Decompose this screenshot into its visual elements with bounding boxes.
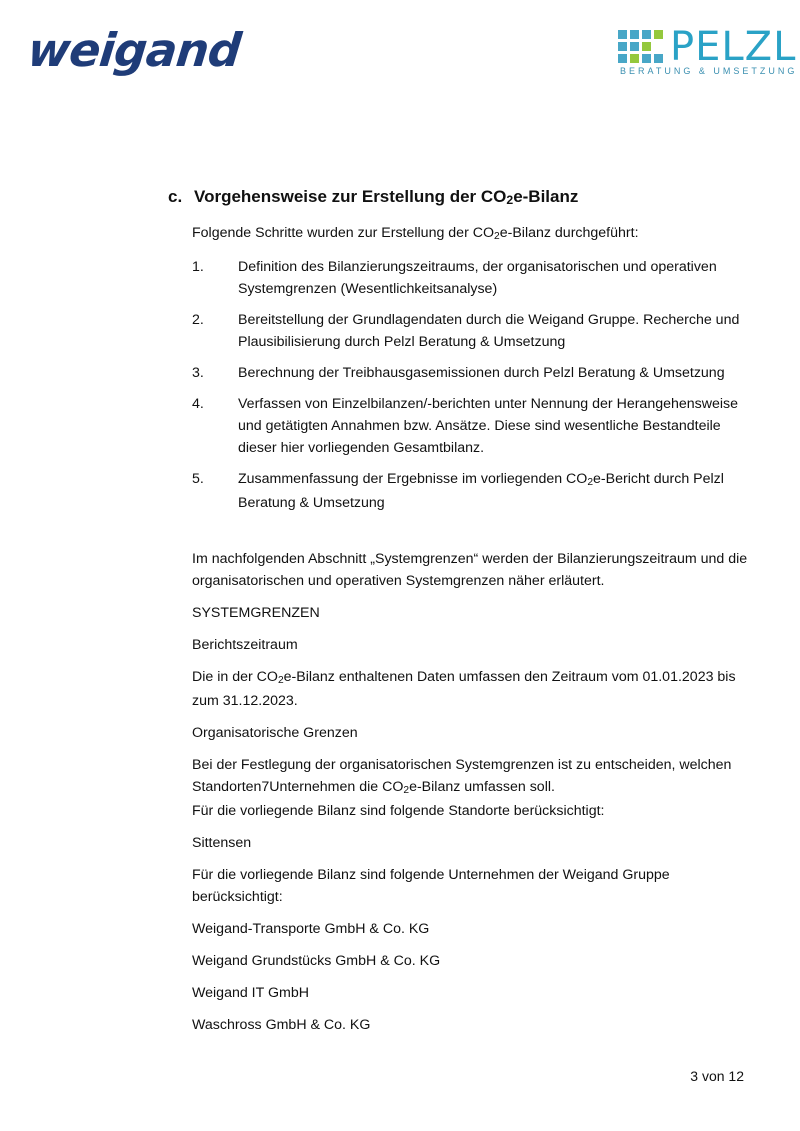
- step-text: Definition des Bilanzierungszeitraums, der organisatorischen und operativen Systemgrenzen (Wesentlichkeitsanalyse): [238, 259, 717, 297]
- systemgrenzen-heading: SYSTEMGRENZEN: [192, 605, 320, 621]
- steps-list: [192, 256, 752, 514]
- step-number: 2.: [192, 312, 204, 328]
- pelzl-logo-word: PELZL: [670, 24, 797, 70]
- pelzl-logo: [618, 24, 798, 82]
- steps-intro: Folgende Schritte wurden zur Erstellung der $CO_2e$-Bilanz durchgeführt:: [192, 225, 639, 242]
- section-letter: c.: [168, 187, 183, 206]
- section-title-pre: Vorgehensweise zur Erstellung der CO: [194, 187, 507, 206]
- company-item: Weigand-Transporte GmbH & Co. KG: [192, 921, 430, 937]
- section-title-post: e-Bilanz: [513, 187, 579, 206]
- step-item: [192, 468, 752, 514]
- step-item: [192, 362, 752, 384]
- step-number: 1.: [192, 259, 204, 275]
- systemgrenzen-intro: Im nachfolgenden Abschnitt „Systemgrenzen“ werden der Bilanzierungszeitraum und die organisatorischen und operativen Systemgrenzen näher erläutert.: [192, 551, 748, 589]
- company-item: Waschross GmbH & Co. KG: [192, 1017, 371, 1033]
- weigand-logo: weigand: [25, 23, 243, 77]
- step-item: [192, 309, 752, 353]
- step-item: [192, 256, 752, 300]
- spacer: [192, 524, 752, 548]
- step-text: Zusammenfassung der Ergebnisse im vorliegenden $CO_2e$-Bericht durch Pelzl Beratung & Umsetzung: [238, 471, 724, 511]
- berichtszeitraum-text: Die in der $CO_2e$-Bilanz enthaltenen Daten umfassen den Zeitraum vom 01.01.2023 bis zum 31.12.2023.: [192, 669, 736, 709]
- organisatorische-grenzen-text: Bei der Festlegung der organisatorischen Systemgrenzen ist zu entscheiden, welchen Standorten7Unternehmen die $CO_2e$-Bilanz umfassen soll. Für die vorliegende Bilanz sind folgende Standorte berücksichtigt:: [192, 757, 732, 819]
- berichtszeitraum-heading: Berichtszeitraum: [192, 637, 298, 653]
- step-number: 5.: [192, 471, 204, 487]
- pelzl-logo-tagline: BERATUNG & UMSETZUNG: [620, 66, 798, 76]
- step-text: Verfassen von Einzelbilanzen/-berichten unter Nennung der Herangehensweise und getätigten Annahmen bzw. Ansätze. Diese sind wesentliche Bestandteile dieser hier vorliegenden Gesamtbilanz.: [238, 396, 739, 456]
- organisatorische-grenzen-heading: Organisatorische Grenzen: [192, 725, 358, 741]
- pelzl-logo-mark: [618, 30, 663, 63]
- location-item: Sittensen: [192, 835, 252, 851]
- companies-intro: Für die vorliegende Bilanz sind folgende Unternehmen der Weigand Gruppe berücksichtigt:: [192, 867, 670, 905]
- company-item: Weigand Grundstücks GmbH & Co. KG: [192, 953, 441, 969]
- document-body: [192, 222, 752, 1046]
- step-item: [192, 393, 752, 459]
- step-number: 3.: [192, 365, 204, 381]
- step-text: Berechnung der Treibhausgasemissionen durch Pelzl Beratung & Umsetzung: [238, 365, 725, 381]
- step-text: Bereitstellung der Grundlagendaten durch die Weigand Gruppe. Recherche und Plausibilisierung durch Pelzl Beratung & Umsetzung: [238, 312, 740, 350]
- section-heading: [168, 186, 578, 209]
- page-number: 3 von 12: [690, 1068, 744, 1084]
- company-item: Weigand IT GmbH: [192, 985, 309, 1001]
- step-number: 4.: [192, 396, 204, 412]
- section-title-sub: 2: [506, 192, 514, 207]
